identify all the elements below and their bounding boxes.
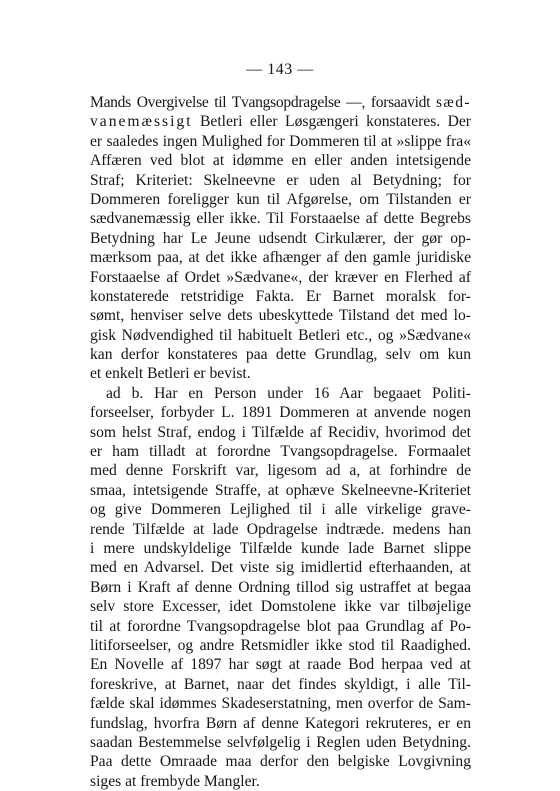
page-number: — 143 — <box>246 61 314 78</box>
text-line: Straf; Kriteriet: Skelneevne er uden al Betydning; for <box>90 171 471 189</box>
text-line: Paa dette Omraade maa derfor den belgiske Lovgivning <box>90 753 471 771</box>
text-line: foreskrive, at Barnet, naar det findes skyldigt, i alle Til- <box>90 675 471 693</box>
spaced-word: vanemæssigt <box>90 113 193 131</box>
text-line: rende Tilfælde at lade Opdragelse indtræde. medens han <box>90 520 471 538</box>
text-line: selv store Excesser, idet Domstolene ikke var tilbøjelige <box>90 598 471 616</box>
text-line: som helst Straf, endog i Tilfælde af Recidiv, hvorimod det <box>90 423 471 441</box>
text-line: saadan Bestemmelse selvfølgelig i Reglen uden Betydning. <box>90 733 471 751</box>
text-line: fælde skal idømmes Skadeserstatning, men overfor de Sam- <box>90 695 471 713</box>
text-segment: Mands Overgivelse til Tvangsopdragelse —, forsaavidt <box>90 94 436 111</box>
text-line <box>90 93 471 112</box>
text-line: og give Dommeren Lejlighed til i alle virkelige grave- <box>90 501 471 519</box>
text-line: sædvanemæssig eller ikke. Til Forstaaelse af dette Begrebs <box>90 210 471 228</box>
text-line: litiforseelser, og andre Retsmidler ikke stod til Raadighed. <box>90 636 471 654</box>
text-line: et enkelt Betleri er bevist. <box>90 365 251 383</box>
text-line: med denne Forskrift var, ligesom ad a, at forhindre de <box>90 462 471 480</box>
body-text <box>90 93 471 791</box>
text-line: smaa, intetsigende Straffe, at ophæve Skelneevne-Kriteriet <box>90 481 471 499</box>
text-line: konstaterede retstridige Fakta. Er Barnet moralsk for- <box>90 287 471 305</box>
text-line: Dommeren foreligger kun til Afgørelse, om Tilstanden er <box>90 190 471 208</box>
text-line: i mere undskyldelige Tilfælde kunde lade Barnet slippe <box>90 539 471 557</box>
text-line: Forstaaelse af Ordet »Sædvane«, der kræver en Flerhed af <box>90 268 471 286</box>
text-line: til at forordne Tvangsopdragelse blot paa Grundlag af Po- <box>90 617 471 635</box>
text-line: forseelser, forbyder L. 1891 Dommeren at anvende nogen <box>90 404 471 422</box>
spaced-word: sæd- <box>435 94 471 111</box>
text-line: er saaledes ingen Mulighed for Dommeren til at »slippe fra« <box>90 132 471 150</box>
text-line: gisk Nødvendighed til habituelt Betleri etc., og »Sædvane« <box>90 326 471 344</box>
text-line: Affæren ved blot at idømme en eller anden intetsigende <box>90 152 471 170</box>
text-line: Børn i Kraft af denne Ordning tillod sig ustraffet at begaa <box>90 578 471 596</box>
text-line: kan derfor konstateres paa dette Grundlag, selv om kun <box>90 346 471 364</box>
text-segment: Betleri eller Løsgængeri konstateres. Der <box>192 113 471 131</box>
text-line: ad b. Har en Person under 16 Aar begaaet Politi- <box>106 384 471 402</box>
text-line: En Novelle af 1897 har søgt at raade Bod herpaa ved at <box>90 656 471 674</box>
text-line: sømt, henviser selve dets ubeskyttede Tilstand det med lo- <box>90 307 471 325</box>
text-line: Betydning har Le Jeune udsendt Cirkulærer, der gør op- <box>90 229 471 247</box>
text-line <box>90 112 471 131</box>
text-line: med en Advarsel. Det viste sig imidlertid efterhaanden, at <box>90 559 471 577</box>
text-line: er ham tilladt at forordne Tvangsopdragelse. Formaalet <box>90 443 471 461</box>
text-line: fundslag, hvorfra Børn af denne Kategori rekruteres, er en <box>90 714 471 732</box>
text-line: mærksom paa, at det ikke afhænger af den gamle juridiske <box>90 249 471 267</box>
text-line: siges at frembyde Mangler. <box>90 772 260 790</box>
